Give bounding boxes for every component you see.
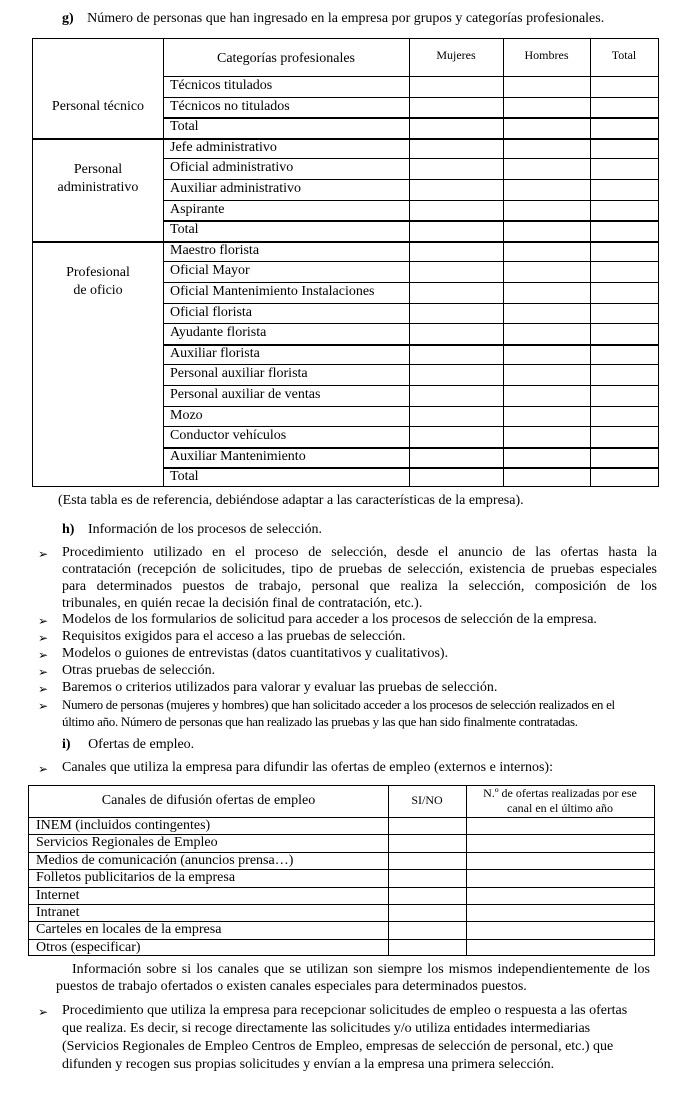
table1-row-line [163,323,658,324]
table2-col-line [388,786,389,955]
bullet-arrow-icon: ➢ [38,665,49,679]
category-row-label: Total [170,222,199,238]
table1-row-line [163,261,658,262]
header-total: Total [611,48,637,62]
final-bullet-line: (Servicios Regionales de Empleo Centros de Empleo, empresas de selección de personal, etc.) que [62,1039,614,1054]
section-h-bullet-line: para determinados puestos de trabajo, personal que realiza la selección, composición de los [62,579,657,594]
group-separator-line [33,138,658,140]
bullet-arrow-icon: ➢ [38,631,49,645]
section-g-heading [62,11,604,27]
group-label: administrativo [57,179,139,195]
section-i-bullet: Canales que utiliza la empresa para difundir las ofertas de empleo (externos e internos): [62,760,553,775]
section-i-heading [62,737,194,753]
category-row-label: Maestro florista [170,242,260,258]
category-row-label: Personal auxiliar de ventas [170,387,321,402]
section-h-bullet-line: contratación (recepción de solicitudes, tipo de pruebas de selección, existencia de pruebas especiales [62,562,657,577]
header-canales: Canales de difusión ofertas de empleo [101,793,316,808]
table1-note: (Esta tabla es de referencia, debiéndose adaptar a las características de la empresa). [58,493,524,508]
info-paragraph-line: puestos de trabajo ofertados o existen canales especiales para determinados puestos. [56,979,527,994]
category-row-label: Auxiliar administrativo [170,181,302,196]
final-bullet-line: difunden y recogen sus propias solicitudes y envían a la empresa una primera selección. [62,1057,555,1072]
section-h-bullet-line: Otras pruebas de selección. [62,663,216,678]
group-label: Personal técnico [51,98,145,114]
section-g-title: Número de personas que han ingresado en la empresa por grupos y categorías profesionales. [87,11,605,26]
table1-row-line [163,364,658,365]
category-row-label: Conductor vehículos [170,428,287,444]
bullet-arrow-icon: ➢ [38,614,49,628]
group-label: Profesional [66,264,130,280]
header-hombres: Hombres [524,48,569,62]
section-h-bullet-line: último año. Número de personas que han realizado las pruebas y las que han sido finalmente contratadas. [62,714,578,729]
channel-row-label: Folletos publicitarios de la empresa [36,870,236,886]
table1-row-line [163,179,658,180]
category-row-label: Auxiliar Mantenimiento [170,448,306,464]
channel-row-label: Otros (especificar) [36,939,141,955]
channel-row-label: Carteles en locales de la empresa [36,922,222,938]
section-h-bullet-line: Requisitos exigidos para el acceso a las pruebas de selección. [62,629,406,644]
section-h-letter: h) [62,522,75,537]
category-row-label: Mozo [170,407,203,423]
header-ofertas-line1: N.º de ofertas realizadas por ese [483,786,637,800]
group-label: Personal [73,161,123,177]
table1-row-line [163,385,658,386]
section-h-bullet-line: Procedimiento utilizado en el proceso de selección, desde el anuncio de las ofertas hasta la [62,545,657,560]
section-h-heading [62,522,322,538]
category-row-label: Técnicos titulados [170,78,273,93]
table2-row-line [29,904,654,905]
group-label: de oficio [73,282,123,298]
header-ofertas-line2: canal en el último año [507,801,613,815]
channel-row-label: Medios de comunicación (anuncios prensa…) [36,852,294,868]
bullet-arrow-icon: ➢ [38,547,49,561]
section-i-title: Ofertas de empleo. [88,737,195,752]
category-row-label: Oficial florista [170,304,253,320]
channel-row-label: Intranet [36,905,80,920]
table2-row-line [29,887,654,888]
table1-row-line [163,158,658,159]
channel-row-label: Servicios Regionales de Empleo [36,835,218,851]
category-row-label: Oficial Mantenimiento Instalaciones [170,284,375,299]
table-canales-difusion [28,785,655,956]
table1-row-line [163,303,658,304]
category-row-label: Personal auxiliar florista [170,366,308,382]
table1-row-line [163,117,658,119]
header-bottom-line [163,76,658,77]
category-row-label: Ayudante florista [170,325,267,341]
table1-row-line [163,282,658,283]
table1-row-line [163,220,658,222]
group-separator-line [33,241,658,243]
header-mujeres: Mujeres [436,48,476,62]
table1-col-line [590,39,591,486]
header-si-no: SI/NO [411,793,443,807]
category-row-label: Auxiliar florista [170,345,260,361]
section-h-bullet-line: tribunales, en quién recae la decisión final de contratación, etc.). [62,596,423,611]
category-row-label: Aspirante [170,201,225,217]
header-categorias: Categorías profesionales [216,51,355,66]
section-g-letter: g) [62,11,74,26]
table1-row-line [163,97,658,98]
table1-row-line [163,200,658,201]
final-bullet-line: que realiza. Es decir, si recoge directamente las solicitudes y/o utiliza entidades intermediarias [62,1021,591,1036]
category-row-label: Oficial Mayor [170,263,250,279]
bullet-arrow-icon: ➢ [38,648,49,662]
table1-col-line [163,39,164,486]
section-h-title: Información de los procesos de selección. [87,522,322,537]
section-h-bullet-line: Modelos o guiones de entrevistas (datos cuantitativos y cualitativos). [62,646,449,661]
channel-row-label: Internet [36,887,80,903]
channel-row-label: INEM (incluidos contingentes) [36,818,211,833]
bullet-arrow-icon: ➢ [38,699,49,713]
table1-row-line [163,406,658,407]
bullet-arrow-icon: ➢ [38,1005,49,1019]
category-row-label: Total [170,119,199,135]
info-paragraph-line: Información sobre si los canales que se utilizan son siempre los mismos independientemente de los [72,962,650,977]
section-i-letter: i) [62,737,71,752]
category-row-label: Oficial administrativo [170,160,294,176]
table1-col-line [503,39,504,486]
section-h-bullet-line: Numero de personas (mujeres y hombres) que han solicitado acceder a los procesos de selección realizados en el [62,697,615,712]
category-row-label: Jefe administrativo [170,139,277,155]
bullet-arrow-icon: ➢ [38,682,49,696]
table1-row-line [163,467,658,469]
section-h-bullet-line: Baremos o criterios utilizados para valorar y evaluar las pruebas de selección. [62,680,498,695]
table1-row-line [163,426,658,427]
table-ingresos-categorias [32,38,659,487]
category-row-label: Total [170,469,199,485]
bullet-arrow-icon: ➢ [38,762,49,776]
category-row-label: Técnicos no titulados [170,98,290,114]
table1-col-line [409,39,410,486]
section-h-bullet-line: Modelos de los formularios de solicitud para acceder a los procesos de selección de la empresa. [62,612,597,627]
final-bullet-line: Procedimiento que utiliza la empresa para recepcionar solicitudes de empleo o respuesta a las ofertas [62,1003,628,1018]
